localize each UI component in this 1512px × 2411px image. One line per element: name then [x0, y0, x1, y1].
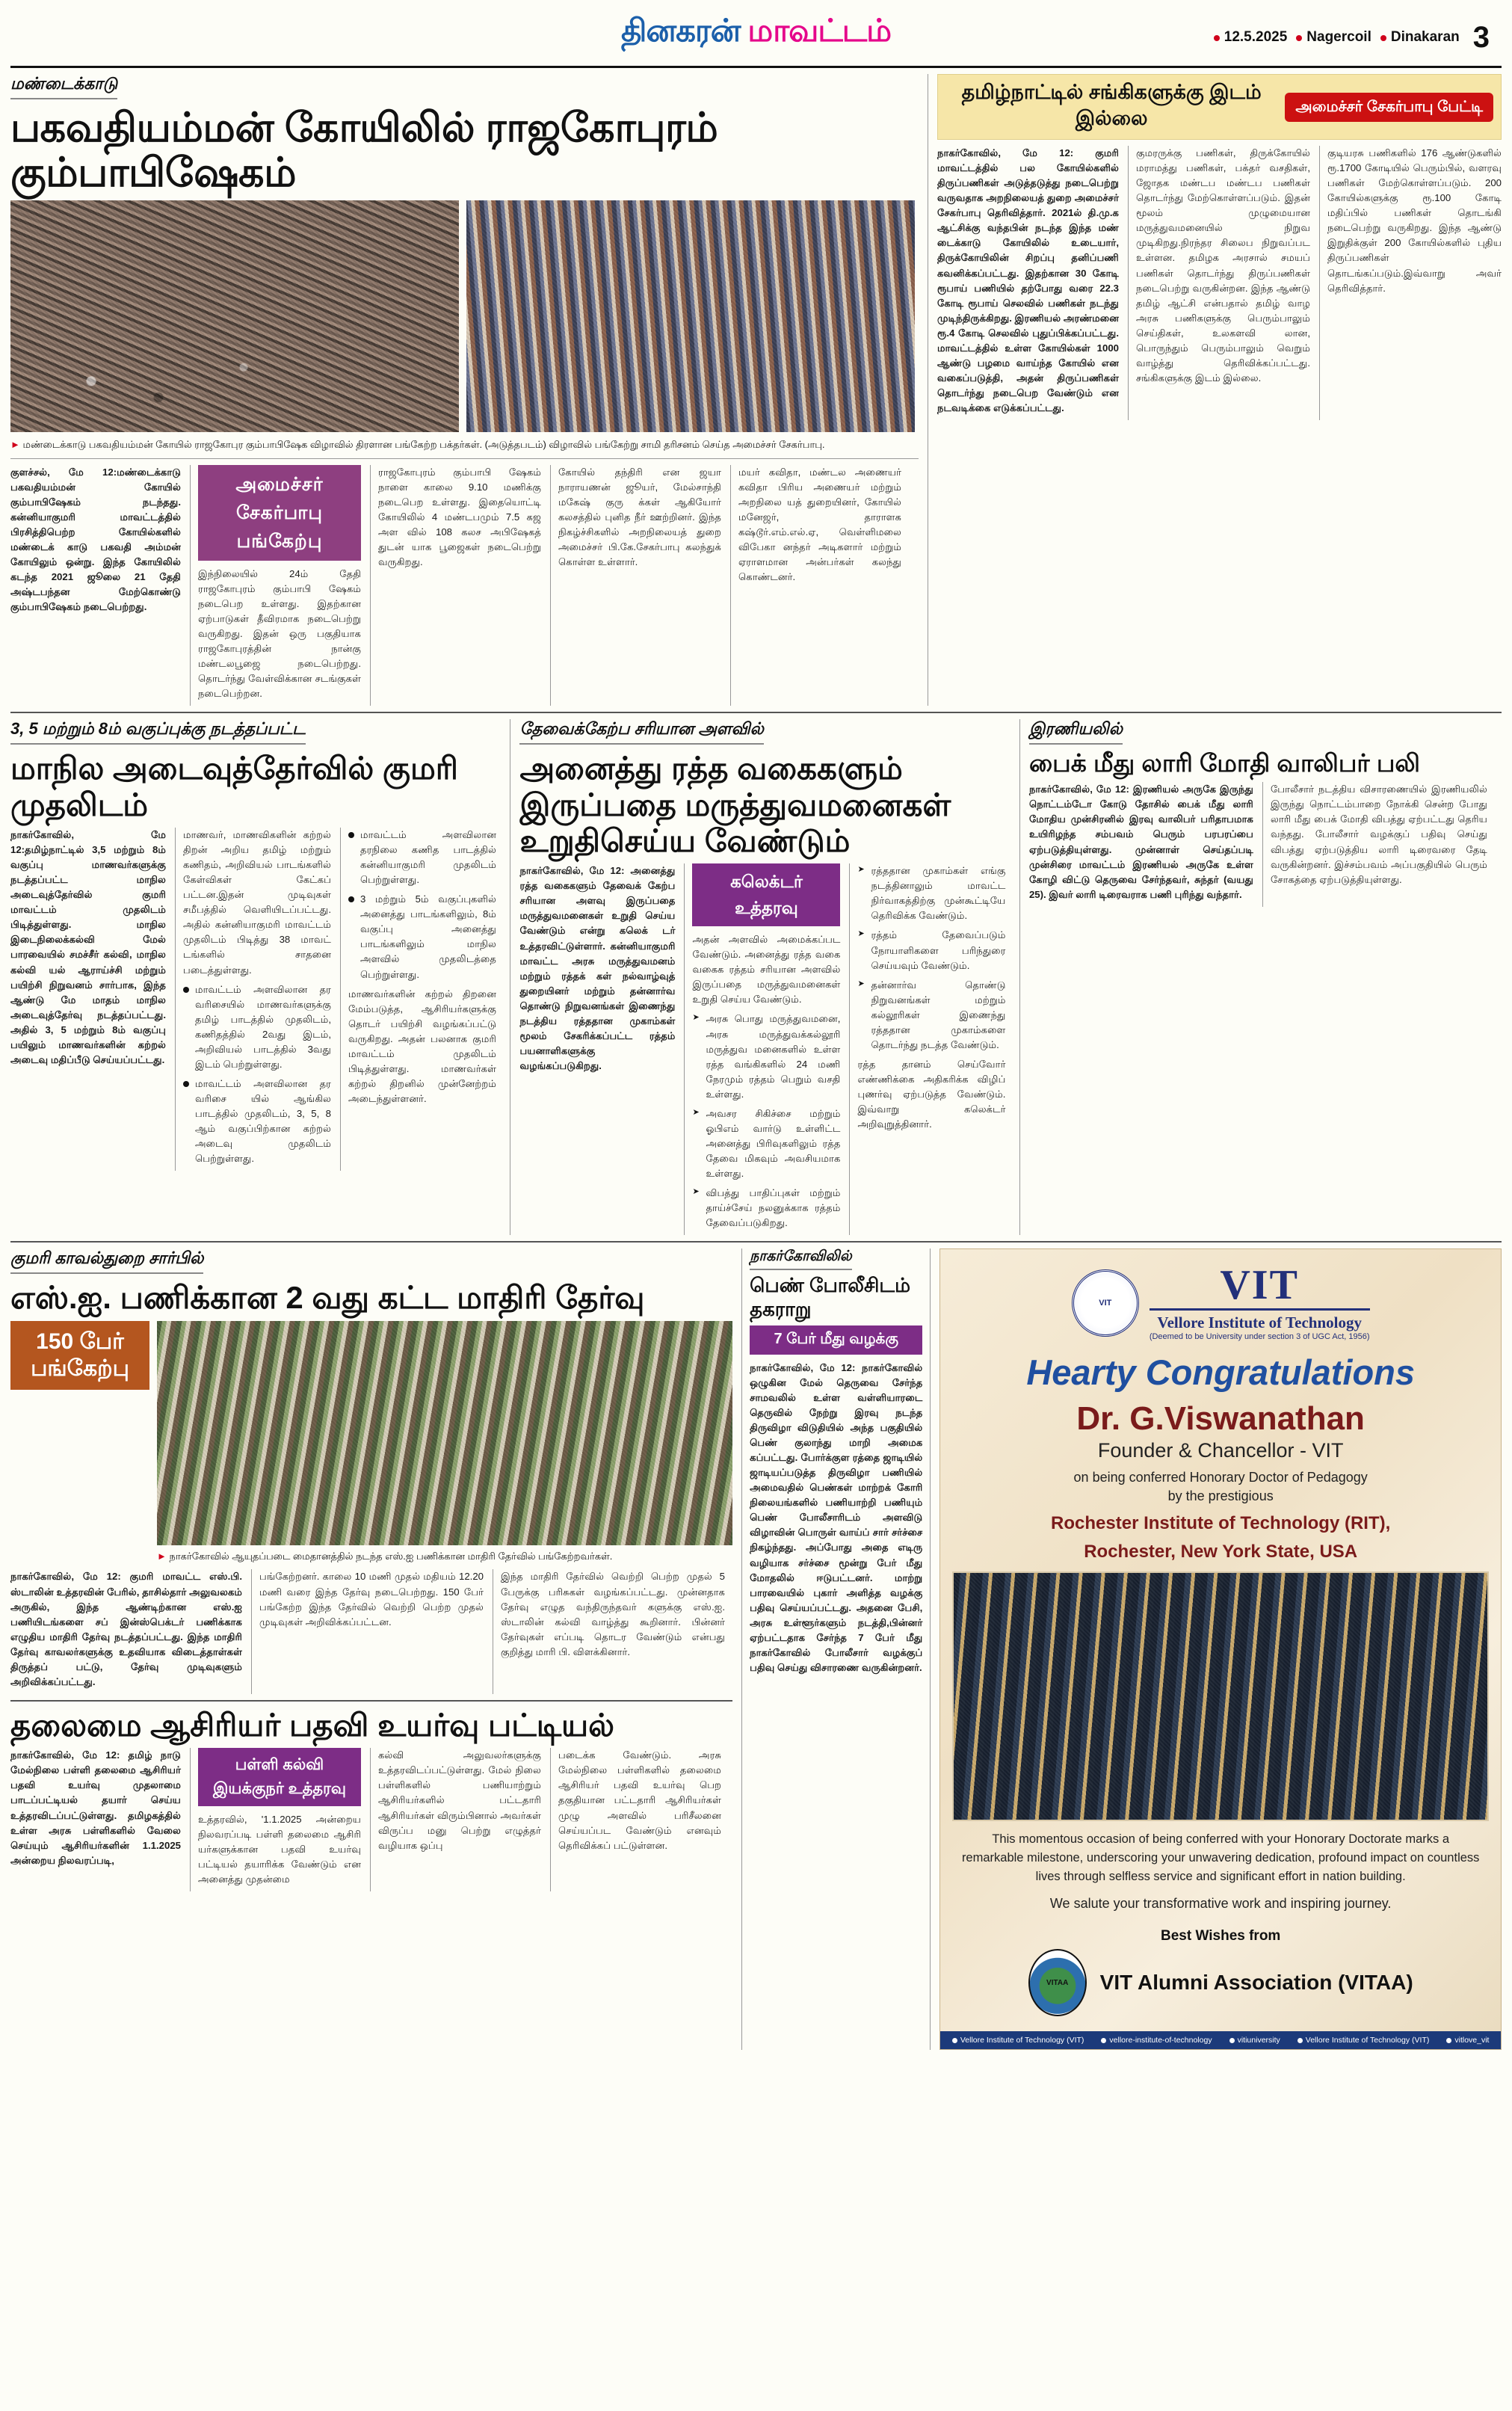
ad-social-footer[interactable] — [940, 2031, 1501, 2049]
si-col-3: இந்த மாதிரி தேர்வில் வெற்றி பெற்ற முதல் 5 பேருக்கு பரிசுகள் வழங்கப்பட்டது. முன்னதாக தேர்வு எழுத வந்திருந்தவர் களுக்கு எஸ்.ஐ. ஸ்டாலின் கல்வி வாழ்த்து கூறினார். பின்னர் தேர்வுகள் எப்படி தொடர வேண்டும் என்பது குறித்து மாரி பி. விளக்கினார். — [493, 1569, 725, 1694]
social-item[interactable]: Vellore Institute of Technology (VIT) — [1297, 2036, 1430, 2045]
sekarbabu-body — [937, 146, 1502, 420]
exam-bullet-list — [183, 982, 331, 1167]
bottom-block — [10, 1248, 1502, 2050]
sekarbabu-banner — [937, 74, 1502, 140]
list-item: மாவட்டம் அளவிலான தரநிலை கணித பாடத்தில் கன்னியாகுமரி முதலிடம் பெற்றுள்ளது. — [348, 828, 496, 887]
blood-col-2: கலெக்டர் உத்தரவு அதன் அளவில் அமைக்கப்பட வேண்டும். அனைத்து ரத்த வகை வகைக ரத்தம் சரியான அளவில் இருப்பதை மருத்துவமனைகள் உறுதி செய்ய வேண்டும். ➤ அரசு பொது மருத்துவமனை, அரசு மருத்துவக்கல்லூரி மருத்துவ மனைகளில் உள்ள ரத்த வங்கிகளில் 24 மணி நேரமும் ரத்தம் பெறும் வசதி உள்ளது. ➤ அவசர சிகிச்சை மற்றும் ஓபிஎம் வார்டு உள்ளிட்ட அனைத்து பிரிவுகளிலும் ரத்த தேவை மிகவும் அவசியமாக உள்ளது. ➤ விபத்து பாதிப்புகள் மற்றும் தாய்ச்சேய் நலனுக்காக ரத்தம் தேவைப்படுகிறது. — [684, 863, 840, 1235]
vitaa-name: VIT Alumni Association (VITAA) — [1099, 1971, 1413, 1995]
lead-col-2: அமைச்சர் சேகர்பாபு பங்கேற்பு இந்நிலையில் 24ம் தேதி ராஜகோபுரம் கும்பாபி ஷேகம் நடைபெற உள்ளது. இதற்கான ஏற்பாடுகள் தீவிரமாக நடைபெற்று வருகிறது. இதன் ஒரு பகுதியாக ராஜகோபுரத்தின் நான்கு மண்டலபூஜை நடைபெற்றது. தொடர்ந்து வேள்விக்கான சடங்குகள் நடைபெற்றன. — [190, 465, 361, 706]
si-body — [10, 1569, 732, 1694]
blood-body — [519, 863, 1010, 1235]
blood-kicker: தேவைக்கேற்ப சரியான அளவில் — [519, 719, 763, 745]
ad-rit-line-1: Rochester Institute of Technology (RIT), — [1051, 1512, 1391, 1533]
blood-arrow-list-2 — [857, 863, 1005, 1053]
social-item[interactable]: vitiuniversity — [1229, 2036, 1280, 2045]
issue-date: 12.5.2025 — [1214, 29, 1288, 46]
ad-award-line-2: by the prestigious — [1167, 1488, 1274, 1503]
exam-col-2: மாணவர், மாணவிகளின் கற்றல் திறன் அறிய தமிழ் மற்றும் கணிதம், அறிவியல் பாடங்களில் கேள்விகள் கேட்கப் பட்டன.இதன் முடிவுகள் சமீபத்தில் வெளியிடப்பட்டது. அதில் கன்னியாகுமரி மாவட்டம் முதலிடம் பிடித்து 38 மாவட் டங்களில் சாதனை படைத்துள்ளது. மாவட்டம் அளவிலான தர வரிசையில் மாணவர்களுக்கு தமிழ் பாடத்தில் முதலிடம், கணிதத்தில் 2வது இடம், அறிவியல் பாடத்தில் 3வது இடம் பெற்றுள்ளது. மாவட்டம் அளவிலான தர வரிசை யில் ஆங்கில பாடத்தில் முதலிடம், 3, 5, 8 ஆம் வகுப்பிற்கான கற்றல் அடைவு முதலிடம் பெற்றுள்ளது. — [175, 828, 331, 1171]
vit-brand-full: Vellore Institute of Technology — [1157, 1314, 1362, 1332]
masthead-rule — [10, 66, 1502, 68]
teacher-col-1: நாகர்கோவில், மே 12: தமிழ் நாடு மேல்நிலை பள்ளி தலைமை ஆசிரியர் பதவி உயர்வு முதலாமை பாடப்பட்டியல் தயார் செய்ய உத்தரவிடப்பட்டுள்ளது. தமிழகத்தில் உள்ள அரசு பள்ளிகளில் வேலை செய்யும் ஆசிரியர்களின் 1.1.2025 அன்றைய நிலவரப்படி, — [10, 1749, 181, 1866]
police-kicker: நாகர்கோவிலில் — [750, 1248, 852, 1270]
sekarbabu-participation-tag: அமைச்சர் சேகர்பாபு பங்கேற்பு — [198, 465, 361, 561]
exam-body — [10, 828, 501, 1171]
photo-award-ceremony — [952, 1571, 1489, 1821]
social-item[interactable]: vellore-institute-of-technology — [1101, 2036, 1212, 2045]
ad-congrats-title: Hearty Congratulations — [1026, 1352, 1416, 1393]
lead-col-4: கோயில் தந்திரி என ஜயா நாராயணன் ஜூயர், மேல்சாந்தி மகேஷ் குரு க்கள் ஆகியோர் கலசத்தில் புனித நீர் ஊற்றினர். இந்த நிகழ்ச்சிகளில் அறநிலையத் துறை அமைச்சர் பி.கே.சேகர்பாபு கலந்துக் கொள்ள உள்ளார். — [550, 465, 721, 706]
lorry-body — [1029, 782, 1502, 907]
si-col-2: பங்கேற்றனர். காலை 10 மணி முதல் மதியம் 12.20 மணி வரை இந்த தேர்வு நடைபெற்றது. 150 பேர் பங்கேற்ற இந்த தேர்வில் வெற்றி பெற்ற முதல் முடிவுகள் அறிவிக்கப்பட்டன. — [251, 1569, 484, 1694]
lead-headline: பகவதியம்மன் கோயிலில் ராஜகோபுரம் கும்பாபிஷேகம் — [10, 105, 718, 196]
bottom-left-column — [10, 1248, 741, 2050]
si-kicker: குமரி காவல்துறை சார்பில் — [10, 1248, 203, 1274]
vit-wordmark — [1150, 1264, 1370, 1341]
exam-col-3: மாவட்டம் அளவிலான தரநிலை கணித பாடத்தில் கன்னியாகுமரி முதலிடம் பெற்றுள்ளது. 3 மற்றும் 5ம் வகுப்புகளில் அனைத்து பாடங்களிலும், 8ம் வகுப்பு அனைத்து பாடங்களிலும் மாநில அளவில் முதலிடத்தை பெற்றுள்ளது. மாணவர்களின் கற்றல் திறனை மேம்படுத்த, ஆசிரியர்களுக்கு தொடர் பயிற்சி வழங்கப்பட்டு வருகிறது. அதன் பலனாக குமரி மாவட்டம் முதலிடம் பிடித்துள்ளது. மாணவர்கள் கற்றல் திறனில் முன்னேற்றம் அடைந்துள்ளனர். — [340, 828, 496, 1171]
police-body: நாகர்கோவில், மே 12: நாகர்கோவில் ஒழுகின மேல் தெருவை சேர்ந்த சாமவலில் உள்ள வள்ளியாரடை தெருவில் நேற்று இரவு நடந்த திருவிழா விடுதியில் அந்த பகுதியில் பெண் குலாந்து மாறி அமைக கப்பட்டது. போர்க்குள ரத்தை ஜாடியில் ஜாடியப்படுத்த திருவிழா பணியில் அமைவதில் பெண்கள் மாற்றக் கோரி நிலையங்களில் பணியாற்றி பணியும் பெண் போலீசாரிடம் அளவிடு விழாவின் பொருள் வாய்ப் சார் சர்ச்சை நிகழ்ந்தது. அப்போது அதை எடிரு வழியாக சர்ச்சை மூன்று பேர் மீது மோதலில் ஈடுபட்டனர். மாற்று பாரவையில் புகார் அளித்த வழக்கு பதிவு செய்யப்பட்டது. அதனை பேசி, அரசு உள்ளூர்களும் நடத்தி,பின்னர் ஏற்பட்டதாக சேர்ந்த 7 பேர் மீது நாகர்கோவில் போலீசார் வழக்குப் பதிவு செய்து விசாரணை வருகின்றனர். — [750, 1361, 923, 1673]
ad-salute-line: We salute your transformative work and inspiring journey. — [1049, 1896, 1392, 1912]
lead-col-3: ராஜகோபுரம் கும்பாபி ஷேகம் நாளை காலை 9.10 மணிக்கு நடைபெற உள்ளது. இதையொட்டி கோயிலில் 4 மண்டபமும் 7.5 கஜ அள வில் 108 கலச அபிஷேகத் துடன் யாக பூஜைகள் நடைபெற்று வருகிறது. — [370, 465, 541, 706]
list-item: 3 மற்றும் 5ம் வகுப்புகளில் அனைத்து பாடங்களிலும், 8ம் வகுப்பு அனைத்து பாடங்களிலும் மாநில அளவில் முதலிடத்தை பெற்றுள்ளது. — [348, 892, 496, 982]
police-case-tag: 7 பேர் மீது வழக்கு — [750, 1325, 922, 1355]
vit-branding — [952, 1264, 1489, 1341]
masthead — [10, 0, 1502, 66]
list-item: ➤ தன்னார்வ தொண்டு நிறுவனங்கள் மற்றும் கல்லூரிகள் இணைந்து ரத்ததான முகாம்களை தொடர்ந்து நடத்த வேண்டும். — [857, 978, 1005, 1053]
photo-si-exam-queue — [157, 1321, 732, 1545]
vitaa-seal-icon: VITAA — [1028, 1949, 1087, 2016]
ad-award-line-1: on being conferred Honorary Doctor of Pedagogy — [1073, 1470, 1368, 1485]
exam-kicker: 3, 5 மற்றும் 8ம் வகுப்புக்கு நடத்தப்பட்ட — [10, 719, 306, 745]
social-item[interactable]: vitlove_vit — [1446, 2036, 1489, 2045]
lorry-col-1: நாகர்கோவில், மே 12: இரணியல் அருகே இருந்து நொட்டம்டோ கோடு தோசில் பைக் மீது லாரி மோதிய முன்சிரனில் இரவு வாலிபர் பரிதாபமாக உயிரிழந்த சம்பவம் பெரும் பரபரப்பை ஏற்படுத்தியுள்ளது. முன்னாள் செய்தப்படி முன்சிரை மாவட்டம் இரணியல் அருகே உள்ள கோழி விட்டு தெருவை சேர்ந்தவர், சுந்தர் (வயது 25). இவர் லாரி டிரைவராக பணி புரிந்து வந்தார். — [1028, 783, 1253, 900]
section-rule-1 — [10, 712, 1502, 713]
police-headline: பெண் போலீசிடம் தகராறு — [750, 1274, 911, 1320]
lorry-headline: பைக் மீது லாரி மோதி வாலிபர் பலி — [1028, 749, 1420, 778]
list-item: மாவட்டம் அளவிலான தர வரிசையில் மாணவர்களுக்கு தமிழ் பாடத்தில் முதலிடம், கணிதத்தில் 2வது இடம், அறிவியல் பாடத்தில் 3வது இடம் பெற்றுள்ளது. — [183, 982, 331, 1072]
blood-headline: அனைத்து ரத்த வகைகளும் இருப்பதை மருத்துவமனைகள் உறுதிசெய்ய வேண்டும் — [519, 751, 951, 858]
caption-text: நாகர்கோவில் ஆயுதப்படை மைதானத்தில் நடந்த எஸ்.ஐ பணிக்கான மாதிரி தேர்வில் பங்கேற்றவர்கள். — [169, 1550, 613, 1562]
page-number: 3 — [1472, 21, 1490, 54]
collector-order-tag: கலெக்டர் உத்தரவு — [692, 863, 840, 926]
exam-bullet-list-2 — [348, 828, 496, 982]
story-blood-bank — [510, 719, 1019, 1235]
vit-advertisement[interactable] — [930, 1248, 1502, 2050]
ad-paragraph: This momentous occasion of being conferred with your Honorary Doctorate marks a remarkable milestone, underscoring your unwavering dedication, profound impact on countless lives through selfless service and significant effort in nation building. — [961, 1832, 1480, 1883]
si-col-1: நாகர்கோவில், மே 12: குமரி மாவட்ட எஸ்.பி. ஸ்டாலின் உத்தரவின் பேரில், தாசில்தார் அலுவலகம் அருகில், இந்த ஆண்டிற்கான எஸ்.ஐ பணியிடங்களை சப் இன்ஸ்பெக்டர் பணிக்காக எழுதிய மாதிரி தேர்வு நடத்தப்பட்டது. இந்த மாதிரி தேர்வு காவலர்களுக்கு உதவியாக விடைத்தாள்கள் திருத்தப் பட்டு, தேர்வு முடிவுகளும் அறிவிக்கப்பட்டது. — [10, 1571, 242, 1687]
middle-block — [10, 719, 1502, 1235]
section-rule-2 — [10, 1241, 1502, 1243]
caption-arrow-icon: ► — [157, 1550, 167, 1562]
lead-story — [10, 74, 928, 706]
list-item: ➤ ரத்ததான முகாம்கள் எங்கு நடத்தினாலும் மாவட்ட நிர்வாகத்திற்கு முன்கூட்டியே தெரிவிக்க வேண்டும். — [857, 863, 1005, 923]
vit-seal-icon: VIT — [1072, 1269, 1139, 1337]
lead-body — [10, 465, 919, 706]
social-item[interactable]: Vellore Institute of Technology (VIT) — [952, 2036, 1084, 2045]
section-rule-3 — [10, 1700, 732, 1702]
sekarbabu-headline: தமிழ்நாட்டில் சங்கிகளுக்கு இடம் இல்லை — [961, 81, 1262, 129]
lead-photos — [10, 200, 919, 432]
story-state-exam — [10, 719, 510, 1235]
teacher-col-3: கல்வி அலுவலர்களுக்கு உத்தரவிடப்பட்டுள்ளது. மேல் நிலை பள்ளிகளில் பணியாற்றும் ஆசிரியர்களில் பட்டதாரி ஆசிரியர்கள் விரும்பினால் அவர்கள் விருப்ப மனு பெற்று எழுத்தர் வழியாக ஒப்பு — [370, 1748, 541, 1891]
sekarbabu-col-1: நாகர்கோவில், மே 12: குமரி மாவட்டத்தில் பல கோயில்களில் திருப்பணிகள் அடுத்தடுத்து நடைபெற்று வருவதாக அறநிலையத் துறை அமைச்சர் சேகர்பாபு தெரிவித்தார். 2021ல் தி.மு.க ஆட்சிக்கு வந்தபின் நடந்த இந்த மண் டைக்காடு கோயிலில் உடையார், திருக்கோயிலின் சிறப்பு தனிப்பணி கவனிக்கப்பட்டது. இதற்கான 30 கோடி ரூபாய் பணியில் தற்போது வரை 22.3 கோடி ரூபாய் செலவில் பணிகள் நடந்து முடிந்திருக்கிறது. இரணியல் அரண்மனை ரூ.4 கோடி செலவில் புதுப்பிக்கப்பட்டது. மாவட்டத்தில் உள்ள கோயில்கள் 1000 ஆண்டு பழமை வாய்ந்த கோயில் என வகைப்படுத்தி, அதன் திருப்பணிகள் தொடர்ந்து நடைபெற வேண்டும் என நடவடிக்கை எடுக்கப்பட்டது. — [937, 147, 1119, 414]
caption-text: மண்டைக்காடு பகவதியம்மன் கோயில் ராஜகோபுர கும்பாபிஷேக விழாவில் திரளான பங்கேற்ற பக்தர்கள். (அடுத்தபடம்) விழாவில் பங்கேற்று சாமி தரிசனம் செய்த அமைச்சர் சேகர்பாபு. — [22, 438, 825, 450]
blood-arrow-list-1 — [692, 1011, 840, 1231]
sekarbabu-story — [928, 74, 1502, 706]
photo-temple-crowd — [10, 200, 459, 432]
vit-brand-note: (Deemed to be University under section 3 of UGC Act, 1956) — [1149, 1332, 1370, 1342]
list-item: ➤ ரத்தம் தேவைப்படும் நோயாளிகளை பரிந்துரை செய்யவும் வேண்டும். — [857, 928, 1005, 973]
vit-brand: VIT — [1220, 1262, 1299, 1309]
paper-name-en: Dinakaran — [1380, 29, 1460, 46]
photo-minister-visit — [466, 200, 915, 432]
lorry-kicker: இரணியலில் — [1029, 719, 1123, 745]
sekarbabu-col-3: குடியரசு பணிகளில் 176 ஆண்டுகளில் ரூ.1700 கோடியில் பெரும்பில், வளரவு பணிகள் மேற்கொள்ளப்படும். 200 கோயில்களுக்கு ரூ.100 கோடி மதிப்பில் பணிகள் தொடங்கி நடைபெற்று வருகிறது. இந்த ஆண்டு இறுதிக்குள் 200 கோயில்களில் புதிய திருப்பணிகள் தொடங்கப்படும்.இவ்வாறு அவர் தெரிவித்தார். — [1319, 146, 1502, 420]
ad-frame — [939, 1248, 1502, 2050]
masthead-meta — [1214, 21, 1490, 54]
si-media-row — [10, 1321, 732, 1545]
si-headline: எஸ்.ஐ. பணிக்கான 2 வது கட்ட மாதிரி தேர்வு — [10, 1280, 645, 1316]
list-item: ➤ அவசர சிகிச்சை மற்றும் ஓபிஎம் வார்டு உள்ளிட்ட அனைத்து பிரிவுகளிலும் ரத்த தேவை மிகவும் அவசியமாக உள்ளது. — [692, 1106, 840, 1181]
school-education-order-tag: பள்ளி கல்வி இயக்குநர் உத்தரவு — [198, 1748, 361, 1806]
logo-maavattam: மாவட்டம் — [747, 13, 892, 48]
list-item: ➤ அரசு பொது மருத்துவமனை, அரசு மருத்துவக்கல்லூரி மருத்துவ மனைகளில் உள்ள ரத்த வங்கிகளில் 24 மணி நேரமும் ரத்தம் பெறும் வசதி உள்ளது. — [692, 1011, 840, 1101]
si-participants-badge: 150 பேர் பங்கேற்பு — [10, 1321, 149, 1390]
ad-rit-line-2: Rochester, New York State, USA — [1084, 1541, 1358, 1562]
vitaa-branding — [952, 1949, 1489, 2016]
ad-honoree-role: Founder & Chancellor - VIT — [1097, 1439, 1344, 1462]
blood-col-1: நாகர்கோவில், மே 12: அனைத்து ரத்த வகைகளும் தேவைக் கேற்ப சரியான அளவு இருப்பதை மருத்துவமனைகள் உறுதி செய்ய வேண்டும் என்று கலெக் டர் உத்தரவிட்டுள்ளார். கன்னியாகுமரி மாவட்ட அரசு மருத்துவமனம் மற்றும் ரத்தக் கள் நல்வாழ்வுத் துறையினர் மற்றும் தன்னார்வ தொண்டு நிறுவனங்கள் இணைந்து நடத்திய ரத்ததான முகாம்கள் மூலம் சேகரிக்கப்பட்ட ரத்தம் பயனாளிகளுக்கு வழங்கப்படுகிறது. — [519, 865, 676, 1072]
list-item: ➤ விபத்து பாதிப்புகள் மற்றும் தாய்ச்சேய் நலனுக்காக ரத்தம் தேவைப்படுகிறது. — [692, 1186, 840, 1231]
lead-caption — [10, 438, 919, 452]
exam-col-1: நாகர்கோவில், மே 12:தமிழ்நாட்டில் 3,5 மற்றும் 8ம் வகுப்பு மாணவர்களுக்கு நடத்தப்பட்ட மாநில அடைவுத்தேர்வில் குமரி மாவட்டம் முதலிடம் பிடித்துள்ளது. மாநில இடைநிலைக்கல்வி மேல் பாரவையில் சமச்சீர் கல்வி, மாநில கல்வி யல் ஆராய்ச்சி மற்றும் பயிற்சி நிறுவனம் சார்பாக, இந்த ஆண்டு மே மாதம் மாநில அடைவுத்தேர்வு நடத்தப்பட்டது. அதில் 3, 5 மற்றும் 8ம் வகுப்பு பயிலும் மாணவர்களின் கற்றல் அடைவு மதிப்பீடு செய்யப்பட்டது. — [10, 828, 166, 1065]
list-item: மாவட்டம் அளவிலான தர வரிசை யில் ஆங்கில பாடத்தில் முதலிடம், 3, 5, 8 ஆம் வகுப்பிற்கான கற்றல் அடைவு முதலிடம் பெற்றுள்ளது. — [183, 1077, 331, 1166]
sekarbabu-interview-tag: அமைச்சர் சேகர்பாபு பேட்டி — [1285, 93, 1493, 122]
si-badge-wrap — [10, 1321, 149, 1545]
story-lorry-accident — [1019, 719, 1502, 1235]
top-block — [10, 74, 1502, 706]
lead-col-5: மயர் கவிதா, மண்டல அணையர் கவிதா பிரிய அணையர் மற்றும் அறநிலை யத் துறையினர், கோயில் மனேஜர், தாராளக கஷ்டூர்.எம்.எல்.ஏ, வெள்ளிமலை விபேகா னந்தர் அடிகளார் மற்றும் ஏராளமான அன்பர்கள் கலந்து கொண்டனர். — [730, 465, 901, 706]
caption-arrow-icon: ► — [10, 438, 20, 450]
lead-kicker: மண்டைக்காடு — [10, 74, 117, 99]
teacher-body — [10, 1748, 732, 1891]
story-women-police — [741, 1248, 930, 2050]
teacher-headline: தலைமை ஆசிரியர் பதவி உயர்வு பட்டியல் — [10, 1707, 615, 1743]
lead-col-1: குளச்சல், மே 12:மண்டைக்காடு பகவதியம்மன் கோயில் கும்பாபிஷேகம் நடந்தது. கன்னியாகுமரி மாவட்டத்தில் பிரசித்திபெற்ற கோயில்களில் மண்டைக் காடு பகவதி அம்மன் கோயிலும் ஒன்று. இந்த கோயிலில் கடந்த 2021 ஜூலை 21 தேதி அஷ்டபந்தன மேற்கொண்டு கும்பாபிஷேகம் நடைபெற்றது. — [10, 466, 181, 613]
blood-col-3: ➤ ரத்ததான முகாம்கள் எங்கு நடத்தினாலும் மாவட்ட நிர்வாகத்திற்கு முன்கூட்டியே தெரிவிக்க வேண்டும். ➤ ரத்தம் தேவைப்படும் நோயாளிகளை பரிந்துரை செய்யவும் வேண்டும். ➤ தன்னார்வ தொண்டு நிறுவனங்கள் மற்றும் கல்லூரிகள் இணைந்து ரத்ததான முகாம்களை தொடர்ந்து நடத்த வேண்டும். ரத்த தானம் செய்வோர் எண்ணிக்கை அதிகரிக்க விழிப் புணர்வு ஏற்படுத்த வேண்டும். இவ்வாறு கலெக்டர் அறிவுறுத்தினார். — [849, 863, 1005, 1235]
lorry-col-2: போலீசார் நடத்திய விசாரணையில் இரணியலில் இருந்து நொட்டம்பாறை நோக்கி சென்ற போது லாரி மீது பைக் மோதி விபத்து ஏற்பட்டது தெரிய வந்தது. போலீசார் வழக்குப் பதிவு செய்து விபத்து ஏற்படுத்திய லாரி டிரைவரை தேடி வருகின்றனர். இச்சம்பவம் அப்பகுதியில் பெரும் சோகத்தை ஏற்படுத்தியுள்ளது. — [1262, 782, 1487, 907]
ad-best-wishes-label: Best Wishes from — [1161, 1928, 1281, 1944]
teacher-col-2: பள்ளி கல்வி இயக்குநர் உத்தரவு உத்தரவில், '1.1.2025 அன்றைய நிலவரப்படி பள்ளி தலைமை ஆசிரி யர்களுக்கான பதவி உயர்வு பட்டியல் தயாரிக்க வேண்டும் என அனைத்து முதன்மை — [190, 1748, 361, 1891]
logo-dinakaran: தினகரன் — [620, 13, 741, 48]
paper-logo — [621, 13, 891, 53]
ad-body — [940, 1249, 1501, 2031]
ad-honoree-name: Dr. G.Viswanathan — [1076, 1400, 1365, 1438]
exam-headline: மாநில அடைவுத்தேர்வில் குமரி முதலிடம் — [10, 751, 458, 822]
edition-name: Nagercoil — [1296, 29, 1371, 46]
sekarbabu-col-2: குமரருக்கு பணிகள், திருக்கோயில் மராமத்து பணிகள், பக்தர் வசதிகள், ஜோதக மண்டப மண்டப பணிகள் தொடர்ந்து மேற்கொள்ளப்படும். இதன் மூலம் முழுமையான மருத்துவமனையில் நிறுவ முடிகிறது.நிரந்தர சிலைப நிறுவப்பட உள்ளன. தமிழக அரசால் சமயப் பணிகள் தொடர்ந்து திருப்பணிகள் நடைபெற்று வருகின்றன. இந்த ஆண்டு தமிழ் ஆட்சி என்பதால் தமிழ் வாழ அரசு பணிகளுக்கு பெரும்பாலும் செய்திகள், உலகளவி லான, பொருந்தும் பெரும்பாலும் வெறும் வாழ்த்து தெரிவிக்கப்பட்டது. சங்கிகளுக்கு இடம் இல்லை. — [1128, 146, 1310, 420]
teacher-col-4: படைக்க வேண்டும். அரசு மேல்நிலை பள்ளிகளில் தலைமை ஆசிரியர் பதவி உயர்வு பெற தகுதியான பட்டதாரி ஆசிரியர்கள் முழு அளவில் பரிசீலனை செய்யப்பட வேண்டும் எனவும் தெரிவிக்கப் பட்டுள்ளன. — [550, 1748, 721, 1891]
si-caption — [157, 1550, 732, 1564]
